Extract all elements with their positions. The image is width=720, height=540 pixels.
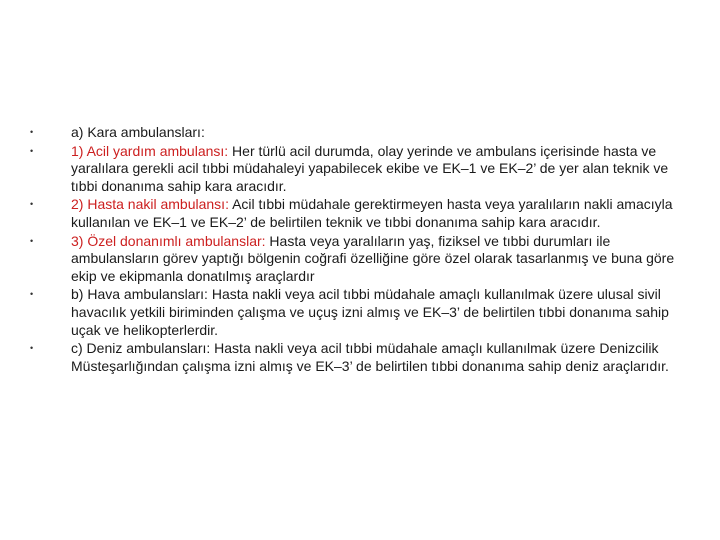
item-lead-red: 1) Acil yardım ambulansı: bbox=[71, 142, 229, 159]
item-text: Hasta veya yaralıların yaş, fiziksel ve tıbbi durumları ile ambulansların görev yaptığı bölgenin coğrafi özelliğine göre özel olarak tasarlanmış ve buna göre ekip ve ekipmanla donatılmış araçlardır bbox=[71, 232, 675, 284]
bullet-dot-icon: • bbox=[30, 145, 34, 156]
bullet-item-ozel-donanimli bbox=[26, 233, 694, 286]
bullet-dot-icon: • bbox=[30, 127, 34, 137]
bullet-item-acil-yardim bbox=[26, 143, 694, 196]
item-lead-red: 2) Hasta nakil ambulansı: bbox=[71, 196, 229, 213]
bullet-item-hasta-nakil bbox=[26, 196, 694, 231]
item-text: b) Hava ambulansları: Hasta nakli veya acil tıbbi müdahale amaçlı kullanılmak üzere ulusal sivil havacılık yetkili biriminden çalışma ve uçuş izni almış ve EK–3’ de belirtilen tıbbi donanıma sahip uçak ve helikopterlerdir. bbox=[71, 286, 669, 338]
item-text: c) Deniz ambulansları: Hasta nakli veya acil tıbbi müdahale amaçlı kullanılmak üzere Denizcilik Müsteşarlığından çalışma izni almış ve EK–3’ de belirtilen tıbbi donanıma sahip deniz araçlarıdır. bbox=[71, 340, 669, 374]
bullet-item-kara-ambulanslari bbox=[26, 124, 694, 142]
bullet-item-hava-ambulanslari bbox=[26, 286, 694, 339]
bullet-dot-icon: • bbox=[30, 289, 34, 300]
item-text: Acil tıbbi müdahale gerektirmeyen hasta veya yaralıların nakli amacıyla kullanılan ve EK–1 ve EK–2’ de belirtilen teknik ve tıbbi donanıma sahip kara aracıdır. bbox=[71, 196, 673, 230]
bullet-item-deniz-ambulanslari bbox=[26, 340, 694, 375]
bullet-dot-icon: • bbox=[30, 235, 34, 246]
item-text: Her türlü acil durumda, olay yerinde ve ambulans içerisinde hasta ve yaralılara gerekli acil tıbbi müdahaleyi yapabilecek ekibe ve EK–1 ve EK–2’ de yer alan teknik ve tıbbi donanıma sahip kara aracıdır. bbox=[71, 142, 669, 194]
bullet-dot-icon: • bbox=[30, 199, 34, 210]
bullet-dot-icon: • bbox=[30, 343, 34, 354]
item-text: a) Kara ambulansları: bbox=[71, 124, 205, 140]
bullet-list bbox=[26, 124, 694, 376]
item-lead-red: 3) Özel donanımlı ambulanslar: bbox=[71, 232, 266, 249]
